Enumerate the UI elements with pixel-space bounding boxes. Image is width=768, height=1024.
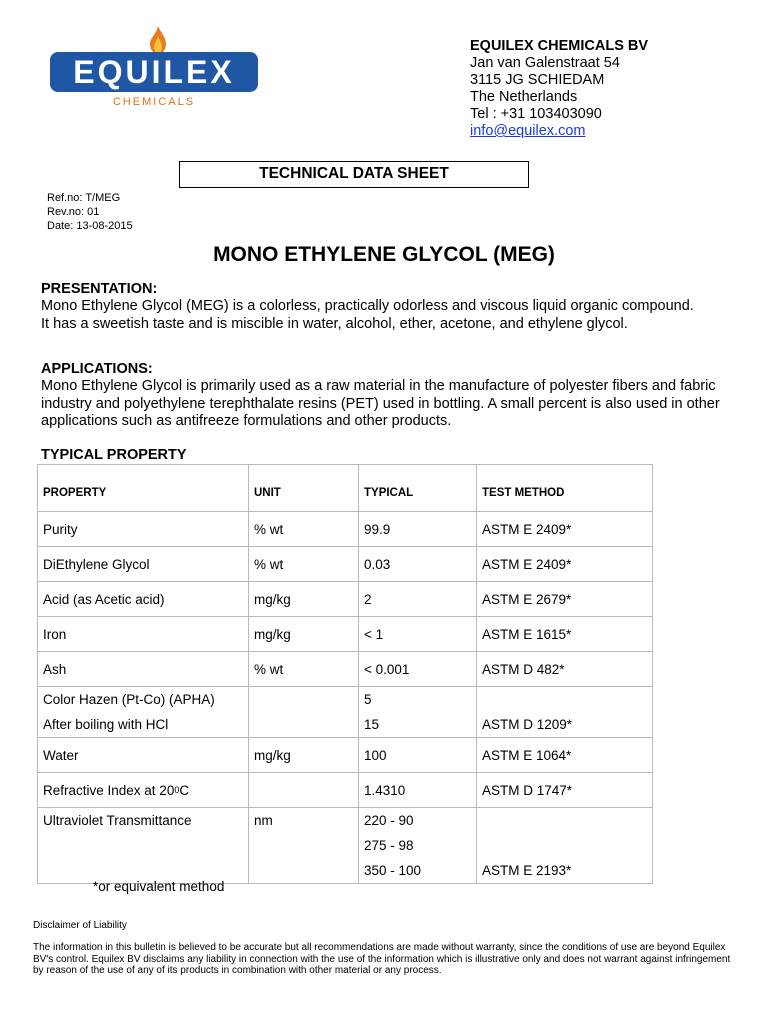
method-cell: ASTM D 1209* [482, 717, 573, 732]
company-country: The Netherlands [470, 89, 578, 105]
property-cell: Color Hazen (Pt-Co) (APHA) [43, 692, 215, 707]
presentation-heading: PRESENTATION: [41, 281, 158, 297]
typical-property-heading: TYPICAL PROPERTY [41, 447, 187, 463]
column-header-unit: UNIT [249, 465, 359, 512]
typical-cell: 2 [364, 591, 372, 607]
typical-cell: 0.03 [364, 556, 391, 572]
company-street: Jan van Galenstraat 54 [470, 55, 620, 71]
typical-cell-sub: 275 - 98 [364, 838, 414, 853]
table-row [38, 773, 653, 808]
property-table [37, 464, 653, 884]
typical-cell: < 0.001 [364, 661, 410, 677]
unit-cell: nm [254, 813, 273, 828]
method-cell: ASTM E 2679* [482, 591, 572, 607]
property-cell: Ultraviolet Transmittance [43, 813, 192, 828]
typical-cell-sub: 350 - 100 [364, 863, 422, 878]
table-row [38, 547, 653, 582]
rev-number: Rev.no: 01 [47, 206, 100, 218]
typical-cell-sub: 15 [364, 717, 380, 732]
unit-cell: mg/kg [254, 747, 291, 763]
property-cell: Acid (as Acetic acid) [43, 591, 165, 607]
presentation-line-1: Mono Ethylene Glycol (MEG) is a colorless, practically odorless and viscous liquid organic compound. [41, 298, 694, 314]
method-cell: ASTM E 2409* [482, 521, 572, 537]
unit-cell: % wt [254, 661, 284, 677]
table-footnote: *or equivalent method [93, 879, 225, 894]
table-row [38, 582, 653, 617]
unit-cell: % wt [254, 521, 284, 537]
doc-date: Date: 13-08-2015 [47, 220, 133, 232]
table-row [38, 687, 653, 738]
table-header-row [38, 465, 653, 512]
method-cell: ASTM E 2193* [482, 863, 572, 878]
disclaimer-title: Disclaimer of Liability [33, 920, 127, 931]
presentation-line-2: It has a sweetish taste and is miscible in water, alcohol, ether, acetone, and ethylene glycol. [41, 315, 628, 332]
property-cell: Refractive Index at 20 0 C [43, 782, 190, 798]
table-row [38, 617, 653, 652]
flame-icon [148, 26, 168, 54]
method-cell: ASTM E 2409* [482, 556, 572, 572]
property-cell: DiEthylene Glycol [43, 556, 150, 572]
document-type-heading: TECHNICAL DATA SHEET [179, 161, 529, 188]
unit-cell: mg/kg [254, 591, 291, 607]
page-title: MONO ETHYLENE GLYCOL (MEG) [213, 243, 555, 266]
table-row [38, 738, 653, 773]
company-tel: Tel : +31 103403090 [470, 106, 602, 122]
typical-cell: 1.4310 [364, 782, 406, 798]
table-row [38, 808, 653, 884]
typical-cell: 220 - 90 [364, 813, 414, 828]
property-cell: Ash [43, 661, 67, 677]
applications-text [41, 378, 721, 431]
company-address [470, 38, 648, 140]
column-header-test-method: TEST METHOD [477, 465, 653, 512]
company-city: 3115 JG SCHIEDAM [470, 72, 605, 88]
typical-cell: 99.9 [364, 521, 391, 537]
typical-cell: 5 [364, 692, 372, 707]
presentation-text [41, 298, 721, 333]
table-row [38, 652, 653, 687]
method-cell: ASTM E 1615* [482, 626, 572, 642]
applications-heading: APPLICATIONS: [41, 361, 153, 377]
method-cell: ASTM D 482* [482, 661, 565, 677]
method-cell: ASTM D 1747* [482, 782, 573, 798]
property-cell-sub: After boiling with HCl [43, 717, 169, 732]
unit-cell: mg/kg [254, 626, 291, 642]
logo-subtitle: CHEMICALS [112, 96, 196, 108]
email-link[interactable]: info@equilex.com [470, 123, 586, 139]
method-cell: ASTM E 1064* [482, 747, 572, 763]
typical-cell: < 1 [364, 626, 384, 642]
column-header-typical: TYPICAL [359, 465, 477, 512]
property-cell: Purity [43, 521, 78, 537]
company-logo [48, 26, 260, 112]
disclaimer-text: The information in this bulletin is believed to be accurate but all recommendations are made without warranty, since the conditions of use are beyond Equilex BV's control. Equilex BV disclaims any liability in connection with the use of the information which is illustrative only and does not warrant against infringement by reason of the use of any of its products in combination with other material or any process. [33, 942, 731, 976]
column-header-property: PROPERTY [38, 465, 249, 512]
property-cell: Water [43, 747, 79, 763]
applications-paragraph: Mono Ethylene Glycol is primarily used as a raw material in the manufacture of polyester fibers and fabric industry and polyethylene terephthalate resins (PET) used in bottling. A small percent is also used in other applications such as antifreeze formulations and other products. [41, 378, 720, 429]
logo-wordmark: EQUILEX [73, 54, 235, 90]
typical-cell: 100 [364, 747, 387, 763]
ref-number: Ref.no: T/MEG [47, 192, 121, 204]
unit-cell: % wt [254, 556, 284, 572]
table-row [38, 512, 653, 547]
company-name: EQUILEX CHEMICALS BV [470, 38, 649, 54]
document-refs [47, 191, 133, 233]
property-cell: Iron [43, 626, 67, 642]
